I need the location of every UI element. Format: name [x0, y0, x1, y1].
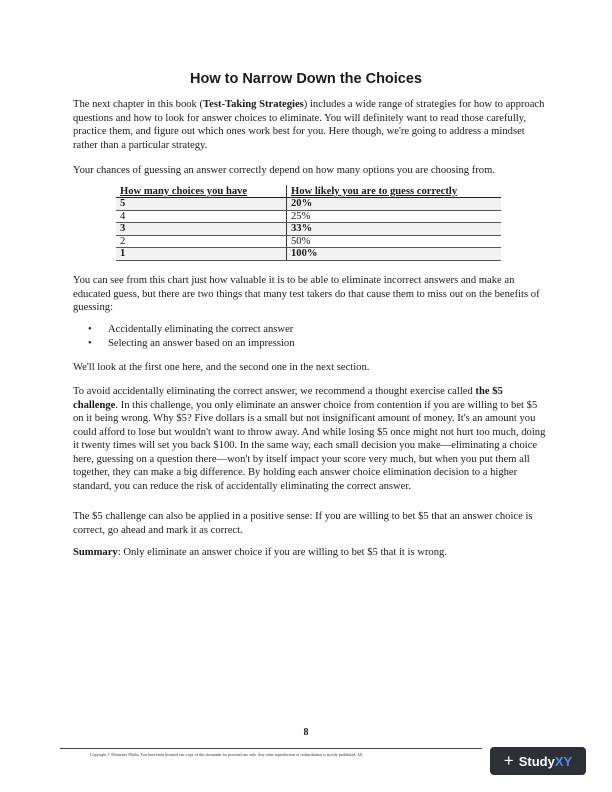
list-item: • Accidentally eliminating the correct answer	[88, 323, 295, 337]
footer-divider	[60, 748, 482, 749]
table-header-choices: How many choices you have	[116, 185, 287, 198]
after-chart-paragraph: You can see from this chart just how valuable it is to be able to eliminate incorrect answers and make an educated guess, but there are two things that many test takers do that cause them to miss out on the benefits of guessing:	[73, 275, 540, 313]
chances-paragraph: Your chances of guessing an answer correctly depend on how many options you are choosing from.	[73, 165, 495, 176]
intro-text: The next chapter in this book (	[73, 99, 204, 110]
table-row	[116, 235, 501, 248]
bullet-list	[88, 323, 295, 351]
page-title: How to Narrow Down the Choices	[189, 71, 422, 87]
summary-paragraph	[73, 546, 547, 560]
challenge-text: To avoid accidentally eliminating the correct answer, we recommend a thought exercise called	[73, 386, 476, 397]
intro-paragraph	[73, 98, 547, 152]
page-number: 8	[303, 727, 309, 738]
table-header-likelihood: How likely you are to guess correctly	[287, 185, 502, 198]
challenge-bold-text: the $5 challenge	[73, 386, 503, 411]
table-cell-choices: 5	[116, 198, 287, 211]
table-cell-likelihood: 100%	[287, 248, 502, 261]
table-cell-likelihood: 20%	[287, 198, 502, 211]
summary-label: Summary	[73, 547, 118, 558]
table-cell-choices: 1	[116, 248, 287, 261]
table-row	[116, 248, 501, 261]
badge-study-text: Study	[518, 753, 555, 769]
badge-xy-text: XY	[554, 753, 573, 769]
table-row	[116, 223, 501, 236]
table-row	[116, 198, 501, 211]
table-row	[116, 210, 501, 223]
copyright-notice: Copyright © Mometrix Media. You have been licensed one copy of this document for personal use only. Any other reproduction or redistribution is strictly prohibited. All	[90, 752, 363, 757]
first-one-paragraph: We'll look at the first one here, and the second one in the next section.	[73, 362, 370, 373]
table-cell-choices: 2	[116, 235, 287, 248]
challenge-paragraph	[73, 385, 547, 493]
table-cell-likelihood: 33%	[287, 223, 502, 236]
positive-paragraph: The $5 challenge can also be applied in a positive sense: If you are willing to bet $5 that an answer choice is correct, go ahead and mark it as correct.	[73, 511, 533, 536]
table-cell-choices: 3	[116, 223, 287, 236]
table-cell-likelihood: 25%	[287, 210, 502, 223]
list-item: • Selecting an answer based on an impression	[88, 337, 295, 351]
summary-text: : Only eliminate an answer choice if you are willing to bet $5 that it is wrong.	[117, 547, 447, 558]
studyxy-badge[interactable]	[490, 747, 586, 775]
plus-icon: +	[503, 751, 514, 770]
challenge-text-suffix: . In this challenge, you only eliminate an answer choice from contention if you are willing to bet $5 on it being wrong. Why $5? Five dollars is a small but not insignificant amount of money. It's an amount you could afford to lose but wouldn't want to throw away. And while losing $5 once might not hurt too much, doing it twenty times will set you back $100. In the same way, each small decision you make—eliminating a choice here, guessing on a question there—won't by itself impact your score very much, but when you put them all together, they can make a big difference. By holding each answer choice elimination decision to a higher standard, you can reduce the risk of accidentally eliminating the correct answer.	[73, 399, 546, 492]
intro-bold-text: Test-Taking Strategies	[203, 99, 304, 110]
table-cell-likelihood: 50%	[287, 235, 502, 248]
table-cell-choices: 4	[116, 210, 287, 223]
odds-table	[116, 185, 501, 261]
intro-text-suffix: ) includes a wide range of strategies for how to approach questions and how to look for answer choices to eliminate. You will definitely want to read those carefully, practice them, and figure out which ones work best for you. Here though, we're going to address a mindset rather than a particular strategy.	[73, 99, 545, 151]
